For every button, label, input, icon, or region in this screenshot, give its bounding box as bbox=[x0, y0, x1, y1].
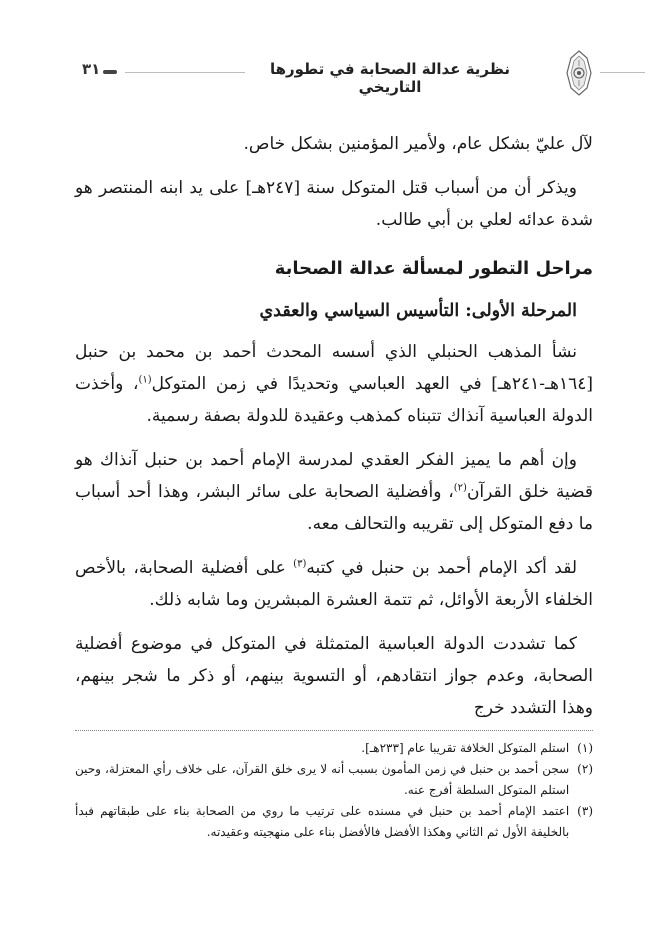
footnote-separator bbox=[75, 730, 593, 731]
footnote-2 bbox=[75, 759, 593, 801]
footnote-mark: (٢) bbox=[577, 762, 593, 776]
paragraph-5-text-a: لقد أكد الإمام أحمد بن حنبل في كتبه bbox=[306, 558, 578, 578]
footnotes bbox=[75, 738, 593, 843]
footnote-1 bbox=[75, 738, 593, 759]
footnote-ref-1[interactable]: (١) bbox=[138, 374, 152, 386]
paragraph-4 bbox=[75, 444, 593, 540]
running-title: نظرية عدالة الصحابة في تطورها التاريخي bbox=[269, 60, 510, 96]
footnote-text: اعتمد الإمام أحمد بن حنبل في مسنده على ترتيب ما روي من الصحابة بناء على طبقاتهم فبدأ بالخليفة الأول ثم الثاني وهكذا الأفضل فالأفضل بناء على منهجيته وعقيدته. bbox=[75, 804, 570, 839]
paragraph-2: ويذكر أن من أسباب قتل المتوكل سنة [٢٤٧هـ] على يد ابنه المنتصر هو شدة عدائه لعلي بن أبي طالب. bbox=[75, 178, 593, 230]
footnote-ref-2[interactable]: (٢) bbox=[453, 482, 467, 494]
paragraph-4-text-a: وإن أهم ما يميز الفكر العقدي لمدرسة الإمام أحمد بن حنبل آنذاك هو قضية خلق القرآن bbox=[75, 450, 593, 502]
section-heading: مراحل التطور لمسألة عدالة الصحابة bbox=[274, 258, 593, 279]
paragraph-5 bbox=[75, 552, 593, 616]
ornament-icon bbox=[565, 50, 593, 96]
paragraph-5-text-b: على أفضلية الصحابة، بالأخص الخلفاء الأربعة الأوائل، ثم تتمة العشرة المبشرين وما شابه ذلك. bbox=[75, 558, 593, 610]
main-text bbox=[75, 128, 593, 736]
paragraph-3 bbox=[75, 336, 593, 432]
paragraph-3-text-a: نشأ المذهب الحنبلي الذي أسسه المحدث أحمد بن محمد بن حنبل [١٦٤هـ-٢٤١هـ] في العهد العباسي وتحديدًا في زمن المتوكل bbox=[75, 342, 593, 394]
header-rule-left bbox=[125, 72, 245, 73]
footnote-mark: (١) bbox=[577, 741, 593, 755]
footnote-text: استلم المتوكل الخلافة تقريبا عام [٢٣٣هـ]. bbox=[361, 741, 570, 755]
footnote-text: سجن أحمد بن حنبل في زمن المأمون بسبب أنه لا يرى خلق القرآن، على خلاف رأي المعتزلة، وحين استلم المتوكل السلطة أفرج عنه. bbox=[75, 762, 570, 797]
subsection-heading: المرحلة الأولى: التأسيس السياسي والعقدي bbox=[259, 301, 577, 321]
header-rule-right bbox=[600, 72, 645, 73]
paragraph-1: لآل عليّ بشكل عام، ولأمير المؤمنين بشكل خاص. bbox=[243, 134, 593, 154]
page-header bbox=[40, 46, 640, 102]
page-number: ٣١ bbox=[82, 60, 101, 78]
paragraph-6: كما تشددت الدولة العباسية المتمثلة في المتوكل في موضوع أفضلية الصحابة، وعدم جواز انتقادهم، أو التسوية بينهم، أو ذكر ما شجر بينهم، وهذا التشدد خرج bbox=[75, 634, 593, 718]
footnote-mark: (٣) bbox=[577, 804, 593, 818]
paragraph-4-text-b: ، وأفضلية الصحابة على سائر البشر، وهذا أحد أسباب ما دفع المتوكل إلى تقريبه والتحالف معه. bbox=[75, 482, 593, 534]
page-number-dash bbox=[103, 70, 117, 74]
paragraph-3-text-b: ، وأخذت الدولة العباسية آنذاك تتبناه كمذهب وعقيدة للدولة بصفة رسمية. bbox=[75, 374, 593, 426]
footnote-3 bbox=[75, 801, 593, 843]
footnote-ref-3[interactable]: (٣) bbox=[293, 558, 307, 570]
